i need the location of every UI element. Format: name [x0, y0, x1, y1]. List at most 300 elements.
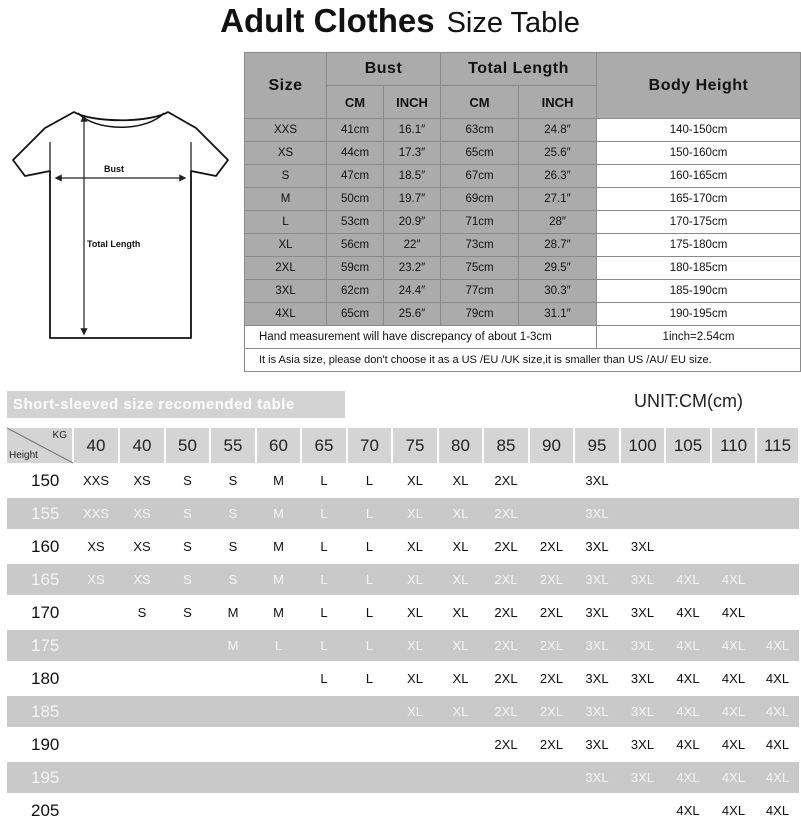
spec-cell-length-inch: 24.8″	[519, 119, 597, 142]
weight-header: 60	[256, 428, 301, 463]
spec-cell-bust-inch: 22″	[384, 234, 441, 257]
col-header-body-height: Body Height	[597, 53, 801, 119]
weight-header: 100	[620, 428, 665, 463]
size-cell	[119, 795, 165, 826]
size-cell: XL	[407, 605, 423, 620]
size-cell: L	[320, 605, 328, 620]
height-cell: 180	[31, 668, 60, 688]
size-cell	[620, 465, 665, 496]
spec-cell-length-inch: 28.7″	[519, 234, 597, 257]
height-cell: 155	[7, 498, 73, 529]
size-cell: S	[183, 605, 192, 620]
size-cell	[301, 762, 347, 793]
spec-cell-size: XL	[245, 234, 327, 257]
size-cell: XS	[119, 498, 165, 529]
recommend-row	[7, 696, 799, 727]
col-header-bust: Bust	[327, 53, 441, 86]
size-cell: XL	[392, 630, 438, 661]
size-cell: 3XL	[620, 762, 665, 793]
spec-cell-body-height: 150-160cm	[597, 142, 801, 165]
height-cell: 195	[7, 762, 73, 793]
weight-header: 55	[210, 428, 256, 463]
spec-row	[245, 119, 801, 142]
size-cell: 2XL	[494, 539, 518, 554]
spec-cell-bust-inch: 16.1″	[384, 119, 441, 142]
size-cell: XL	[452, 473, 469, 488]
recommend-banner: Short-sleeved size recomended table	[7, 391, 345, 418]
size-cell	[165, 696, 210, 727]
size-cell: XL	[407, 539, 423, 554]
size-cell	[529, 465, 574, 496]
size-cell: XXS	[82, 473, 109, 488]
size-cell	[165, 762, 210, 793]
size-cell: L	[365, 539, 374, 554]
size-cell: XL	[438, 630, 483, 661]
page-title	[0, 0, 800, 46]
size-cell: XL	[407, 473, 423, 488]
size-cell: 3XL	[585, 671, 609, 686]
size-cell	[347, 795, 392, 826]
spec-cell-length-inch: 28″	[519, 211, 597, 234]
size-cell: XL	[438, 498, 483, 529]
col-header-bust-inch: INCH	[384, 86, 441, 119]
spec-cell-length-cm: 67cm	[441, 165, 519, 188]
size-cell	[711, 531, 756, 562]
spec-cell-bust-inch: 25.6″	[384, 303, 441, 326]
height-cell: 205	[31, 800, 60, 820]
size-cell: XL	[452, 539, 469, 554]
spec-cell-bust-inch: 17.3″	[384, 142, 441, 165]
spec-cell-body-height: 180-185cm	[597, 257, 801, 280]
size-cell	[756, 498, 799, 529]
size-cell	[301, 696, 347, 727]
height-cell: 160	[31, 536, 60, 556]
size-cell: L	[320, 473, 328, 488]
size-cell	[256, 696, 301, 727]
col-header-size: Size	[245, 53, 327, 119]
tshirt-icon	[0, 50, 245, 360]
recommend-table	[7, 428, 800, 826]
size-cell: 4XL	[676, 605, 700, 620]
size-cell: 4XL	[756, 696, 799, 727]
size-cell: L	[301, 630, 347, 661]
col-header-bust-cm: CM	[327, 86, 384, 119]
size-cell: XS	[87, 539, 105, 554]
spec-cell-length-cm: 75cm	[441, 257, 519, 280]
size-cell: XS	[133, 539, 151, 554]
size-cell	[711, 498, 756, 529]
size-cell: 2XL	[483, 696, 529, 727]
title-main: Adult Clothes	[220, 2, 435, 39]
spec-row	[245, 234, 801, 257]
size-cell: S	[210, 498, 256, 529]
weight-header: 95	[574, 428, 620, 463]
spec-cell-size: 4XL	[245, 303, 327, 326]
spec-cell-bust-inch: 23.2″	[384, 257, 441, 280]
length-label: Total Length	[87, 239, 141, 249]
recommend-row	[7, 597, 799, 628]
height-cell: 175	[7, 630, 73, 661]
spec-cell-bust-inch: 18.5″	[384, 165, 441, 188]
size-cell	[165, 795, 210, 826]
size-cell: 3XL	[574, 498, 620, 529]
size-cell: XL	[407, 671, 423, 686]
size-cell: 4XL	[665, 630, 711, 661]
size-cell: S	[165, 564, 210, 595]
spec-cell-size: 3XL	[245, 280, 327, 303]
weight-header: 80	[438, 428, 483, 463]
size-cell	[256, 729, 301, 760]
weight-header: 40	[73, 428, 119, 463]
spec-row	[245, 188, 801, 211]
size-cell: M	[227, 605, 239, 620]
size-cell: 2XL	[483, 498, 529, 529]
size-cell: 4XL	[711, 696, 756, 727]
spec-row	[245, 257, 801, 280]
size-cell: 2XL	[529, 696, 574, 727]
size-cell	[347, 696, 392, 727]
size-cell: XL	[438, 696, 483, 727]
size-cell: S	[210, 564, 256, 595]
size-cell: 2XL	[539, 737, 564, 752]
size-cell	[73, 597, 119, 628]
spec-cell-size: L	[245, 211, 327, 234]
spec-row	[245, 211, 801, 234]
size-cell: L	[256, 630, 301, 661]
note-inch-conversion: 1inch=2.54cm	[597, 326, 801, 349]
size-cell: 4XL	[721, 671, 746, 686]
spec-cell-bust-cm: 62cm	[327, 280, 384, 303]
recommend-row	[7, 564, 799, 595]
spec-cell-bust-cm: 65cm	[327, 303, 384, 326]
tshirt-diagram	[0, 50, 245, 360]
size-cell: 2XL	[494, 473, 518, 488]
spec-cell-length-inch: 29.5″	[519, 257, 597, 280]
size-cell	[483, 795, 529, 826]
size-cell	[210, 729, 256, 760]
weight-header: 70	[347, 428, 392, 463]
recommend-row	[7, 465, 799, 496]
recommend-row	[7, 498, 799, 529]
size-cell	[73, 795, 119, 826]
corner-header	[7, 428, 73, 463]
height-cell: 165	[7, 564, 73, 595]
size-cell	[210, 795, 256, 826]
spec-cell-body-height: 170-175cm	[597, 211, 801, 234]
size-cell: 3XL	[574, 696, 620, 727]
size-cell	[665, 465, 711, 496]
size-cell: 3XL	[585, 737, 609, 752]
note-measurement: Hand measurement will have discrepancy of about 1-3cm	[245, 326, 597, 349]
size-cell: 4XL	[665, 696, 711, 727]
spec-cell-bust-inch: 24.4″	[384, 280, 441, 303]
size-spec-table	[244, 52, 801, 372]
size-cell	[256, 762, 301, 793]
size-cell: 4XL	[665, 762, 711, 793]
spec-cell-length-cm: 65cm	[441, 142, 519, 165]
size-cell	[256, 663, 301, 694]
size-cell: S	[137, 605, 147, 620]
spec-cell-length-cm: 79cm	[441, 303, 519, 326]
size-cell: L	[301, 564, 347, 595]
spec-cell-size: XS	[245, 142, 327, 165]
size-cell	[665, 531, 711, 562]
height-cell: 150	[31, 470, 60, 490]
size-cell: 3XL	[620, 696, 665, 727]
weight-header: 50	[165, 428, 210, 463]
size-cell: XL	[392, 696, 438, 727]
size-cell	[392, 729, 438, 760]
weight-header: 75	[392, 428, 438, 463]
size-cell: S	[228, 539, 238, 554]
spec-cell-bust-cm: 59cm	[327, 257, 384, 280]
size-cell: 4XL	[676, 671, 700, 686]
weight-header: 85	[483, 428, 529, 463]
size-cell: L	[320, 671, 328, 686]
size-cell	[165, 630, 210, 661]
spec-cell-size: 2XL	[245, 257, 327, 280]
size-cell: 4XL	[676, 803, 700, 818]
size-cell: XS	[133, 473, 151, 488]
size-cell	[165, 663, 210, 694]
spec-row	[245, 280, 801, 303]
size-cell	[756, 564, 799, 595]
size-cell: 3XL	[630, 671, 655, 686]
spec-cell-bust-cm: 47cm	[327, 165, 384, 188]
spec-cell-length-cm: 71cm	[441, 211, 519, 234]
size-cell: XS	[73, 564, 119, 595]
size-cell: 2XL	[539, 605, 564, 620]
size-cell	[119, 729, 165, 760]
size-cell: 2XL	[483, 564, 529, 595]
spec-cell-length-cm: 73cm	[441, 234, 519, 257]
size-cell: 3XL	[585, 605, 609, 620]
size-cell: XL	[452, 605, 469, 620]
size-cell	[392, 762, 438, 793]
size-cell: 4XL	[765, 737, 790, 752]
spec-cell-body-height: 190-195cm	[597, 303, 801, 326]
size-cell: 4XL	[765, 803, 790, 818]
size-cell: L	[320, 539, 328, 554]
size-cell: 4XL	[711, 762, 756, 793]
size-cell	[73, 696, 119, 727]
size-cell	[620, 795, 665, 826]
size-cell	[210, 663, 256, 694]
height-cell: 190	[31, 734, 60, 754]
size-cell: 4XL	[721, 737, 746, 752]
spec-row	[245, 303, 801, 326]
spec-cell-size: M	[245, 188, 327, 211]
recommend-row	[7, 663, 799, 694]
size-cell: 4XL	[711, 564, 756, 595]
spec-cell-length-inch: 31.1″	[519, 303, 597, 326]
size-cell	[756, 531, 799, 562]
size-cell: 3XL	[574, 762, 620, 793]
size-cell	[210, 762, 256, 793]
spec-cell-bust-cm: 53cm	[327, 211, 384, 234]
weight-header: 40	[119, 428, 165, 463]
spec-cell-length-cm: 63cm	[441, 119, 519, 142]
size-cell	[392, 795, 438, 826]
size-cell	[665, 498, 711, 529]
size-cell: 4XL	[665, 564, 711, 595]
size-cell	[165, 729, 210, 760]
size-cell: 3XL	[574, 564, 620, 595]
size-cell: 4XL	[756, 630, 799, 661]
height-cell: 170	[31, 602, 60, 622]
spec-cell-bust-cm: 50cm	[327, 188, 384, 211]
size-cell: XS	[119, 564, 165, 595]
unit-label: UNIT:CM(cm)	[634, 391, 743, 411]
size-cell: M	[273, 605, 284, 620]
size-cell	[438, 762, 483, 793]
title-sub: Size Table	[446, 7, 580, 39]
size-cell	[73, 729, 119, 760]
size-cell: S	[165, 498, 210, 529]
spec-cell-length-inch: 26.3″	[519, 165, 597, 188]
size-cell: 3XL	[574, 630, 620, 661]
size-cell	[756, 597, 799, 628]
size-cell: 4XL	[721, 605, 746, 620]
spec-row	[245, 165, 801, 188]
spec-cell-bust-cm: 56cm	[327, 234, 384, 257]
height-cell: 185	[7, 696, 73, 727]
size-cell: 2XL	[539, 539, 564, 554]
size-cell: L	[365, 473, 374, 488]
col-header-length-cm: CM	[441, 86, 519, 119]
size-cell	[347, 729, 392, 760]
size-cell: 2XL	[529, 564, 574, 595]
spec-cell-size: XXS	[245, 119, 327, 142]
recommend-row	[7, 762, 799, 793]
size-cell	[483, 762, 529, 793]
spec-cell-bust-cm: 41cm	[327, 119, 384, 142]
size-cell	[620, 498, 665, 529]
size-cell	[256, 795, 301, 826]
size-cell	[119, 762, 165, 793]
size-cell: 2XL	[494, 605, 518, 620]
size-cell	[347, 762, 392, 793]
size-cell: 2XL	[483, 630, 529, 661]
size-cell	[119, 663, 165, 694]
size-cell	[756, 465, 799, 496]
spec-row	[245, 142, 801, 165]
spec-cell-size: S	[245, 165, 327, 188]
spec-cell-body-height: 175-180cm	[597, 234, 801, 257]
size-cell: 2XL	[494, 737, 518, 752]
bust-label: Bust	[104, 164, 124, 174]
size-cell: M	[256, 564, 301, 595]
size-cell: L	[301, 498, 347, 529]
size-cell	[73, 630, 119, 661]
size-cell: L	[365, 671, 374, 686]
size-cell	[73, 762, 119, 793]
size-cell: L	[347, 498, 392, 529]
size-cell	[73, 663, 119, 694]
col-header-total-length: Total Length	[441, 53, 597, 86]
spec-cell-bust-cm: 44cm	[327, 142, 384, 165]
recommend-row	[7, 729, 799, 760]
size-cell: L	[347, 564, 392, 595]
size-cell: XL	[452, 671, 469, 686]
size-cell: M	[210, 630, 256, 661]
size-cell: XL	[392, 498, 438, 529]
size-cell: L	[365, 605, 374, 620]
corner-kg-label: KG	[52, 430, 67, 441]
size-cell: 4XL	[765, 671, 790, 686]
corner-height-label: Height	[9, 450, 38, 461]
size-cell: 2XL	[529, 630, 574, 661]
spec-cell-body-height: 160-165cm	[597, 165, 801, 188]
note-asia-size: It is Asia size, please don't choose it as a US /EU /UK size,it is smaller than US /AU/ EU size.	[245, 349, 801, 372]
size-cell: M	[273, 473, 284, 488]
size-cell: 3XL	[630, 605, 655, 620]
size-cell	[301, 729, 347, 760]
size-cell: 4XL	[721, 803, 746, 818]
spec-cell-length-inch: 27.1″	[519, 188, 597, 211]
size-cell: L	[347, 630, 392, 661]
size-cell: S	[183, 473, 192, 488]
size-cell: S	[228, 473, 238, 488]
size-cell	[119, 696, 165, 727]
size-cell: XL	[438, 564, 483, 595]
size-cell	[301, 795, 347, 826]
size-cell	[210, 696, 256, 727]
size-cell: 3XL	[630, 539, 655, 554]
col-header-length-inch: INCH	[519, 86, 597, 119]
size-cell: XXS	[73, 498, 119, 529]
weight-header: 115	[756, 428, 799, 463]
size-cell: 4XL	[711, 630, 756, 661]
spec-cell-bust-inch: 19.7″	[384, 188, 441, 211]
spec-cell-bust-inch: 20.9″	[384, 211, 441, 234]
size-cell: XL	[392, 564, 438, 595]
weight-header: 110	[711, 428, 756, 463]
weight-header: 90	[529, 428, 574, 463]
size-cell	[711, 465, 756, 496]
size-cell: 3XL	[585, 539, 609, 554]
size-cell: 3XL	[585, 473, 609, 488]
size-cell: 2XL	[494, 671, 518, 686]
spec-cell-length-inch: 30.3″	[519, 280, 597, 303]
size-cell	[529, 762, 574, 793]
spec-cell-length-inch: 25.6″	[519, 142, 597, 165]
spec-cell-length-cm: 69cm	[441, 188, 519, 211]
weight-header: 105	[665, 428, 711, 463]
size-cell: 3XL	[620, 564, 665, 595]
size-cell	[529, 795, 574, 826]
size-cell	[529, 498, 574, 529]
spec-cell-body-height: 185-190cm	[597, 280, 801, 303]
size-cell: 4XL	[676, 737, 700, 752]
spec-cell-length-cm: 77cm	[441, 280, 519, 303]
size-cell	[574, 795, 620, 826]
size-cell	[438, 729, 483, 760]
size-cell: 4XL	[756, 762, 799, 793]
size-cell	[438, 795, 483, 826]
spec-cell-body-height: 140-150cm	[597, 119, 801, 142]
size-cell: 3XL	[620, 630, 665, 661]
size-cell	[119, 630, 165, 661]
weight-header: 65	[301, 428, 347, 463]
size-cell: 3XL	[630, 737, 655, 752]
size-cell: M	[256, 498, 301, 529]
recommend-row	[7, 531, 799, 562]
recommend-row	[7, 630, 799, 661]
recommend-row	[7, 795, 799, 826]
spec-cell-body-height: 165-170cm	[597, 188, 801, 211]
size-cell: M	[273, 539, 284, 554]
